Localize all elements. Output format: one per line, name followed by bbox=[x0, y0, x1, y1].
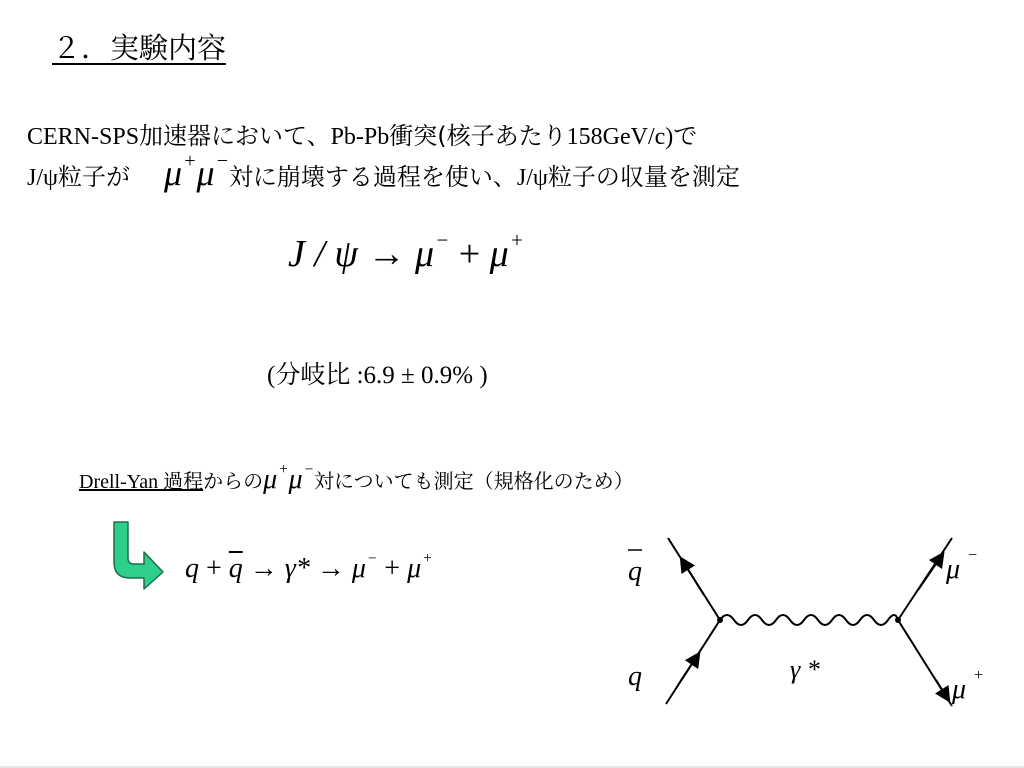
label-mu-minus: μ bbox=[946, 554, 961, 585]
intro-yield: 粒子の収量を測定 bbox=[547, 163, 740, 191]
intro-jpsi: J/ψ bbox=[27, 165, 59, 191]
label-mu-plus-sign: + bbox=[974, 667, 984, 684]
main-equation bbox=[288, 228, 524, 276]
drell-mu-plus: μ+ bbox=[263, 461, 289, 495]
branching-label: 分岐比 bbox=[275, 360, 351, 389]
intro-jpsi-2: J/ψ bbox=[516, 165, 548, 191]
intro-cern-sps: CERN-SPS bbox=[27, 124, 140, 150]
drell-yan-line bbox=[79, 461, 634, 496]
intro-line-1 bbox=[27, 116, 697, 151]
intro-pbpb: Pb-Pb bbox=[330, 124, 390, 150]
intro-accelerator: 加速器において、 bbox=[139, 122, 331, 150]
eq-mu-minus: μ− bbox=[415, 228, 450, 275]
intro-line-2 bbox=[27, 152, 740, 194]
label-mu-minus-sign: − bbox=[968, 547, 978, 564]
drell-yan-equation bbox=[185, 550, 433, 585]
vertex-left bbox=[717, 617, 723, 623]
label-qbar: q bbox=[628, 556, 642, 587]
drell-yan-normalization: 対についても測定（規格化のため） bbox=[313, 469, 634, 493]
branching-ratio bbox=[267, 355, 488, 391]
inline-mu-plus: μ+ bbox=[164, 150, 197, 193]
arrow-mu-minus bbox=[918, 558, 940, 590]
intro-de: で bbox=[673, 122, 698, 150]
photon-propagator bbox=[720, 615, 898, 625]
eq-gamma-star: γ* bbox=[284, 553, 310, 584]
page-title: ２．実験内容 bbox=[52, 31, 227, 65]
intro-decay: 対に崩壊する過程を使い、 bbox=[228, 163, 517, 191]
label-gamma-star: γ * bbox=[790, 655, 820, 684]
feynman-diagram bbox=[600, 520, 1000, 720]
inline-mu-minus: μ− bbox=[196, 150, 229, 193]
intro-collision: 衝突(核子あたり bbox=[389, 122, 567, 150]
eq-jpsi: J / ψ bbox=[288, 233, 359, 275]
eq-qq-mu-minus: μ− bbox=[351, 550, 378, 584]
eq-qq-mu-plus: μ+ bbox=[407, 550, 433, 584]
eq-qq-arrow-2: → bbox=[316, 553, 345, 584]
eq-qbar: $\overline{q}$ bbox=[228, 553, 243, 584]
vertex-right bbox=[895, 617, 901, 623]
eq-plus: + bbox=[458, 233, 481, 275]
label-q: q bbox=[628, 661, 642, 692]
eq-mu-plus: μ+ bbox=[489, 228, 524, 275]
turn-right-arrow-icon bbox=[110, 520, 166, 590]
drell-yan-from: からの bbox=[203, 469, 264, 493]
intro-energy: 158GeV/c) bbox=[566, 124, 674, 150]
eq-qq-plus: + bbox=[206, 553, 222, 584]
eq-qq-plus-2: + bbox=[384, 553, 401, 584]
branching-value: :6.9 ± 0.9% ) bbox=[350, 362, 488, 389]
eq-qq-arrow-1: → bbox=[249, 553, 278, 584]
arrow-qbar bbox=[684, 563, 704, 595]
arrow-q bbox=[678, 658, 696, 685]
intro-particle: 粒子が bbox=[58, 163, 131, 191]
drell-yan-process: Drell-Yan 過程 bbox=[79, 471, 204, 493]
label-mu-plus: μ bbox=[952, 674, 967, 705]
branching-open: ( bbox=[267, 362, 276, 389]
eq-q: q bbox=[185, 553, 199, 584]
eq-arrow: → bbox=[367, 233, 406, 275]
drell-mu-minus: μ− bbox=[288, 461, 314, 495]
arrow-mu-plus bbox=[936, 680, 946, 696]
